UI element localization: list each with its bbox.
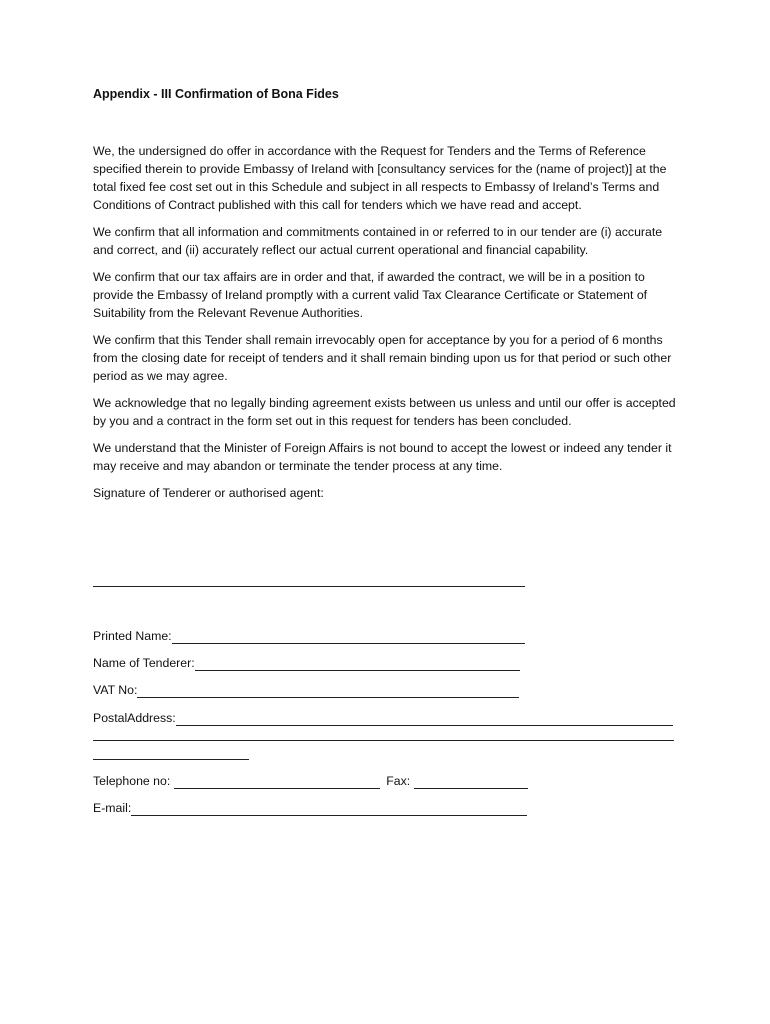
document-body bbox=[93, 142, 678, 511]
fax-label: Fax: bbox=[386, 774, 411, 788]
email-input-line[interactable] bbox=[131, 803, 527, 816]
vat-label: VAT No: bbox=[93, 683, 138, 697]
postal-address-input-line-3[interactable] bbox=[93, 759, 249, 760]
paragraph-validity: We confirm that this Tender shall remain irrevocably open for acceptance by you for a period of 6 months from the closing date for receipt of tenders and it shall remain binding upon us for that period or such other period as we may agree. bbox=[93, 333, 672, 383]
email-field bbox=[93, 800, 527, 816]
postal-address-input-line-1[interactable] bbox=[176, 713, 673, 726]
vat-field bbox=[93, 682, 519, 698]
tenderer-name-field bbox=[93, 655, 520, 671]
postal-address-field bbox=[93, 710, 673, 726]
paragraph-offer: We, the undersigned do offer in accordance with the Request for Tenders and the Terms of Reference specified therein to provide Embassy of Ireland with [consultancy services for the (name of project)] at the total fixed fee cost set out in this Schedule and subject in all respects to Embassy of Ireland’s Terms and Conditions of Contract published with this call for tenders which we have read and accept. bbox=[93, 144, 667, 212]
document-title: Appendix - III Confirmation of Bona Fides bbox=[93, 87, 339, 101]
telephone-input-line[interactable] bbox=[174, 776, 380, 789]
tenderer-name-label: Name of Tenderer: bbox=[93, 656, 195, 670]
paragraph-accuracy: We confirm that all information and commitments contained in or referred to in our tender are (i) accurate and correct, and (ii) accurately reflect our actual current operational and financial capability. bbox=[93, 225, 663, 257]
telephone-label: Telephone no: bbox=[93, 774, 171, 788]
printed-name-label: Printed Name: bbox=[93, 629, 172, 643]
tenderer-name-input-line[interactable] bbox=[195, 658, 520, 671]
paragraph-minister: We understand that the Minister of Foreign Affairs is not bound to accept the lowest or indeed any tender it may receive and may abandon or terminate the tender process at any time. bbox=[93, 441, 672, 473]
paragraph-agreement: We acknowledge that no legally binding agreement exists between us unless and until our offer is accepted by you and a contract in the form set out in this request for tenders has been concluded. bbox=[93, 396, 676, 428]
email-label: E-mail: bbox=[93, 801, 132, 815]
fax-input-line[interactable] bbox=[414, 776, 528, 789]
printed-name-input-line[interactable] bbox=[172, 631, 525, 644]
signature-line[interactable] bbox=[93, 586, 525, 587]
vat-input-line[interactable] bbox=[137, 685, 519, 698]
printed-name-field bbox=[93, 628, 525, 644]
postal-address-input-line-2[interactable] bbox=[93, 740, 674, 741]
postal-address-label: PostalAddress: bbox=[93, 711, 176, 725]
signature-label: Signature of Tenderer or authorised agent: bbox=[93, 486, 324, 500]
paragraph-tax: We confirm that our tax affairs are in order and that, if awarded the contract, we will be in a position to provide the Embassy of Ireland promptly with a current valid Tax Clearance Certificate or Statement of Suitability from the Relevant Revenue Authorities. bbox=[93, 270, 648, 320]
telephone-fax-field bbox=[93, 773, 528, 789]
